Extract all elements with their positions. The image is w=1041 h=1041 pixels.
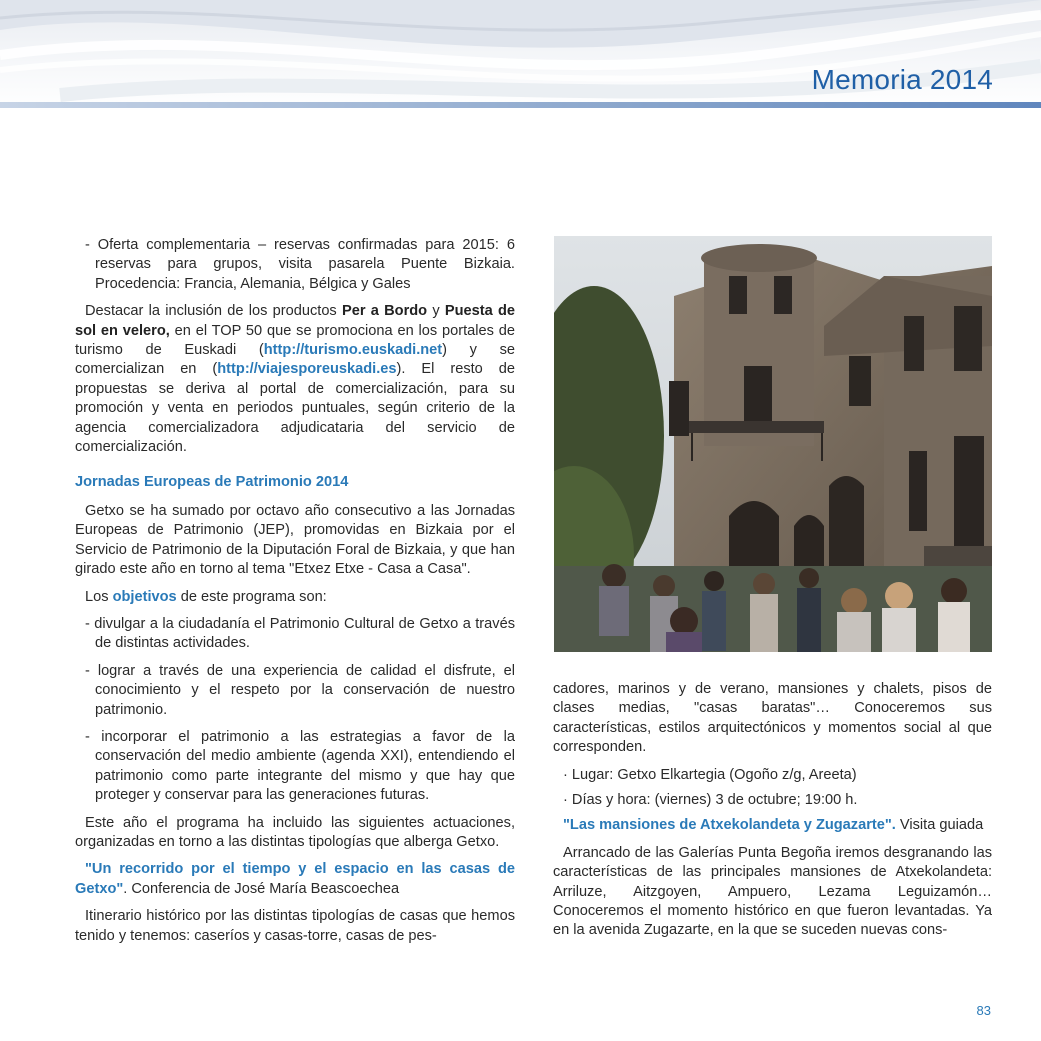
paragraph: Arrancado de las Galerías Punta Begoña iremos desgranando las características de las principales mansiones de Atxekolandeta: Arriluze, Aitzgoyen, Ampuero, Lezama Leguizamón… Conoceremos el momento histórico en que fueron levantadas. Ya en la avenida Zugazarte, en la que se suceden nuevas cons-	[553, 844, 992, 939]
right-column	[553, 680, 992, 949]
page-number: 83	[976, 1003, 991, 1018]
list-item: · Lugar: Getxo Elkartegia (Ogoño z/g, Areeta)	[563, 766, 857, 783]
text: . Conferencia de José María Beascoechea	[123, 880, 400, 897]
photo-illustration	[554, 236, 992, 652]
text: ). El resto de propuestas se deriva al portal de comercialización, para su promoción y venta en periodos puntuales, según criterio de la agencia comercializadora adjudicataria del servicio de comercialización.	[75, 361, 516, 456]
paragraph: cadores, marinos y de verano, mansiones y chalets, pisos de clases medias, "casas baratas"… Conoceremos sus características, estilos arquitectónicos y momentos social al que corresponden.	[553, 681, 992, 756]
header-rule	[0, 102, 1041, 108]
paragraph	[553, 816, 992, 835]
document-title: Memoria 2014	[811, 64, 993, 95]
viajesporeuskadi-link[interactable]: http://viajesporeuskadi.es	[217, 361, 397, 378]
event-title: "Las mansiones de Atxekolandeta y Zugazarte".	[563, 817, 896, 834]
text: y	[427, 303, 445, 320]
paragraph: Getxo se ha sumado por octavo año consecutivo a las Jornadas Europeas de Patrimonio (JEP), promovidas en Bizkaia por el Servicio de Patrimonio de la Diputación Foral de Bizkaia, y que han girado este año en torno al tema "Etxez Etxe - Casa a Casa".	[75, 502, 515, 578]
product-name: Puesta de sol en velero,	[75, 303, 515, 339]
list-item: · Días y hora: (viernes) 3 de octubre; 19:00 h.	[563, 792, 858, 809]
list-item: - lograr a través de una experiencia de calidad el disfrute, el conocimiento y el respeto por la conservación de nuestro patrimonio.	[85, 662, 515, 718]
paragraph: Itinerario histórico por las distintas tipologías de casas que hemos tenido y tenemos: caseríos y casas-torre, casas de pes-	[75, 908, 515, 944]
paragraph	[75, 302, 515, 457]
list-item: - incorporar el patrimonio a las estrategias a favor de la conservación del medio ambiente (agenda XXI), entendiendo el patrimonio como parte integrante del mismo y que hay que proteger y conservar para las generaciones futuras.	[85, 728, 515, 804]
text: Visita guiada	[895, 817, 984, 834]
product-name: Per a Bordo	[341, 303, 428, 320]
text: de este programa son:	[176, 588, 327, 605]
text: Destacar la inclusión de los productos	[85, 303, 342, 320]
section-heading: Jornadas Europeas de Patrimonio 2014	[75, 474, 349, 491]
text: en el TOP 50 que se promociona en los portales de turismo de Euskadi (	[75, 322, 515, 359]
turismo-euskadi-link[interactable]: http://turismo.euskadi.net	[263, 342, 443, 359]
list-item: - divulgar a la ciudadanía el Patrimonio Cultural de Getxo a través de distintas actividades.	[85, 615, 515, 652]
event-title: "Un recorrido por el tiempo y el espacio en las casas de Getxo"	[75, 861, 515, 897]
highlight: objetivos	[112, 588, 177, 605]
text: ) y se comercializan en (	[75, 342, 515, 378]
text: Los	[85, 588, 113, 605]
page-header	[0, 0, 1041, 110]
list-item: - Oferta complementaria – reservas confirmadas para 2015: 6 reservas para grupos, visita pasarela Puente Bizkaia. Procedencia: Francia, Alemania, Bélgica y Gales	[85, 237, 515, 292]
mansion-photo	[554, 236, 992, 652]
paragraph	[75, 860, 515, 899]
paragraph: Este año el programa ha incluido las siguientes actuaciones, organizadas en torno a las distintas tipologías que alberga Getxo.	[75, 814, 515, 850]
paragraph	[75, 588, 515, 607]
left-column	[75, 236, 515, 954]
